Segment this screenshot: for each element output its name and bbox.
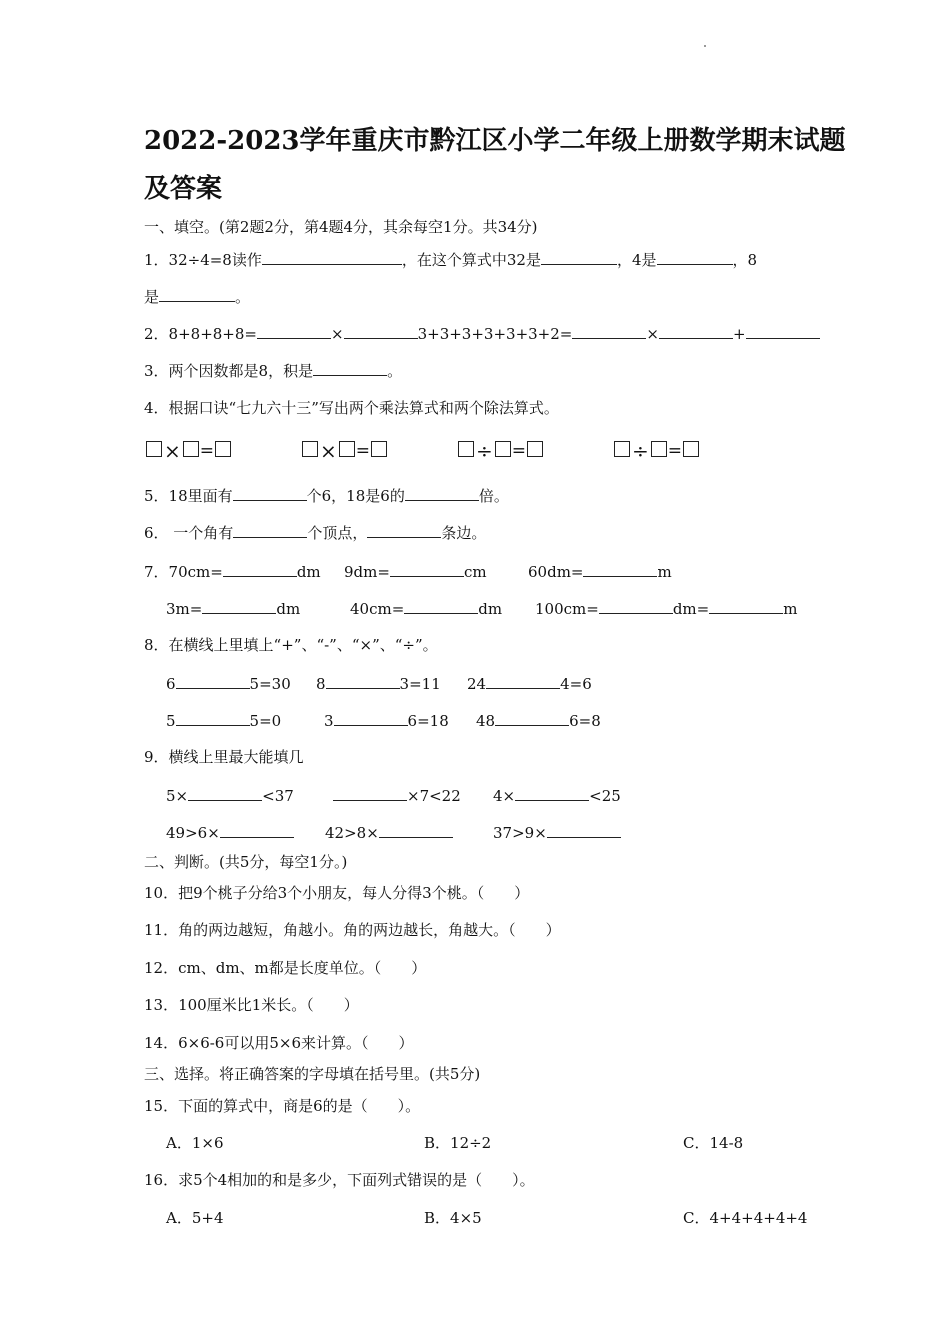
choice-option-b[interactable]: B．12÷2 [424,1134,492,1152]
answer-box[interactable] [651,441,667,457]
question-3: 3．两个因数都是8，积是 。 [144,362,403,380]
section-1-heading: 一、填空。(第2题2分，第4题4分，其余每空1分。共34分) [144,218,538,236]
answer-blank[interactable] [344,323,418,339]
answer-blank[interactable] [709,598,783,614]
answer-blank[interactable] [220,822,294,838]
answer-box[interactable] [495,441,511,457]
answer-blank[interactable] [746,323,820,339]
answer-box[interactable] [215,441,231,457]
answer-box[interactable] [371,441,387,457]
question-7-item: 9dm= cm [344,563,487,581]
equation-box-group: ÷ = [614,440,699,462]
choice-option-c[interactable]: C．14-8 [683,1134,744,1152]
answer-box[interactable] [614,441,630,457]
answer-blank[interactable] [176,710,250,726]
answer-box[interactable] [683,441,699,457]
question-1: 1．32÷4=8读作 ，在这个算式中32是 ，4是 ，8 [144,251,758,269]
answer-blank[interactable] [367,522,441,538]
answer-blank[interactable] [547,822,621,838]
answer-blank[interactable] [486,673,560,689]
answer-box[interactable] [302,441,318,457]
judge-item: 14．6×6-6可以用5×6来计算。（ ） [144,1034,414,1052]
question-9-item: 42>8× [325,822,453,843]
choice-option-c[interactable]: C．4+4+4+4+4 [683,1209,808,1227]
judge-item: 11．角的两边越短，角越小。角的两边越长，角越大。（ ） [144,921,561,939]
answer-box[interactable] [458,441,474,457]
question-15: 15．下面的算式中，商是6的是（ ）。 [144,1097,421,1115]
answer-blank[interactable] [233,485,307,501]
question-8-item: 6 5=30 [166,675,291,693]
question-8-item: 24 4=6 [467,675,592,693]
answer-blank[interactable] [572,323,646,339]
question-9: 9．横线上里最大能填几 [144,748,304,766]
answer-blank[interactable] [326,673,400,689]
answer-blank[interactable] [333,785,407,801]
answer-blank[interactable] [657,249,733,265]
question-8-item: 3 6=18 [324,712,449,730]
question-7-item: 100cm= dm= m [535,600,798,618]
page-title-cont: 及答案 [144,174,223,204]
answer-box[interactable] [527,441,543,457]
answer-blank[interactable] [159,286,235,302]
equation-box-group: × = [302,440,387,462]
answer-blank[interactable] [599,598,673,614]
answer-blank[interactable] [202,598,276,614]
section-2-heading: 二、判断。(共5分，每空1分。) [144,853,348,871]
question-8-item: 8 3=11 [316,675,441,693]
answer-blank[interactable] [495,710,569,726]
answer-blank[interactable] [176,673,250,689]
answer-blank[interactable] [262,249,402,265]
question-9-item: 37>9× [493,822,621,843]
answer-blank[interactable] [659,323,733,339]
question-7-item: 40cm= dm [350,600,503,618]
answer-blank[interactable] [257,323,331,339]
question-6: 6． 一个角有 个顶点， 条边。 [144,524,487,542]
question-2: 2．8+8+8+8= × 3+3+3+3+3+3+2= × + [144,323,820,344]
answer-blank[interactable] [390,561,464,577]
answer-blank[interactable] [334,710,408,726]
answer-blank[interactable] [223,561,297,577]
question-7-item: 7．70cm= dm [144,563,321,581]
choice-option-b[interactable]: B．4×5 [424,1209,482,1227]
question-1-cont: 是 。 [144,288,251,306]
question-9-item: 49>6× [166,822,294,843]
choice-option-a[interactable]: A．5+4 [166,1209,224,1227]
judge-item: 10．把9个桃子分给3个小朋友，每人分得3个桃。（ ） [144,884,530,902]
judge-item: 12．cm、dm、m都是长度单位。（ ） [144,959,427,977]
equation-box-group: ÷ = [458,440,543,462]
page-title: 2022-2023学年重庆市黔江区小学二年级上册数学期末试题 [144,126,846,156]
question-7-item: 60dm= m [528,563,672,581]
answer-blank[interactable] [583,561,657,577]
question-5: 5．18里面有 个6，18是6的 倍。 [144,487,509,505]
equation-box-group: × = [146,440,231,462]
question-8-item: 5 5=0 [166,712,282,730]
question-9-item: 4× <25 [493,787,621,805]
answer-box[interactable] [183,441,199,457]
answer-box[interactable] [339,441,355,457]
answer-blank[interactable] [188,785,262,801]
question-9-item: 5× <37 [166,787,294,805]
question-4: 4．根据口诀“七九六十三”写出两个乘法算式和两个除法算式。 [144,399,559,417]
answer-box[interactable] [146,441,162,457]
answer-blank[interactable] [313,360,387,376]
section-3-heading: 三、选择。将正确答案的字母填在括号里。(共5分) [144,1065,481,1083]
choice-option-a[interactable]: A．1×6 [166,1134,224,1152]
question-9-item: ×7<22 [333,785,461,806]
answer-blank[interactable] [404,598,478,614]
question-8-item: 48 6=8 [476,712,601,730]
answer-blank[interactable] [379,822,453,838]
answer-blank[interactable] [541,249,617,265]
scan-dot [704,45,706,47]
question-7-item: 3m= dm [166,600,301,618]
question-16: 16．求5个4相加的和是多少，下面列式错误的是（ ）。 [144,1171,535,1189]
judge-item: 13．100厘米比1米长。（ ） [144,996,359,1014]
question-8: 8．在横线上里填上“+”、“-”、“×”、“÷”。 [144,636,438,654]
answer-blank[interactable] [515,785,589,801]
answer-blank[interactable] [233,522,307,538]
answer-blank[interactable] [405,485,479,501]
